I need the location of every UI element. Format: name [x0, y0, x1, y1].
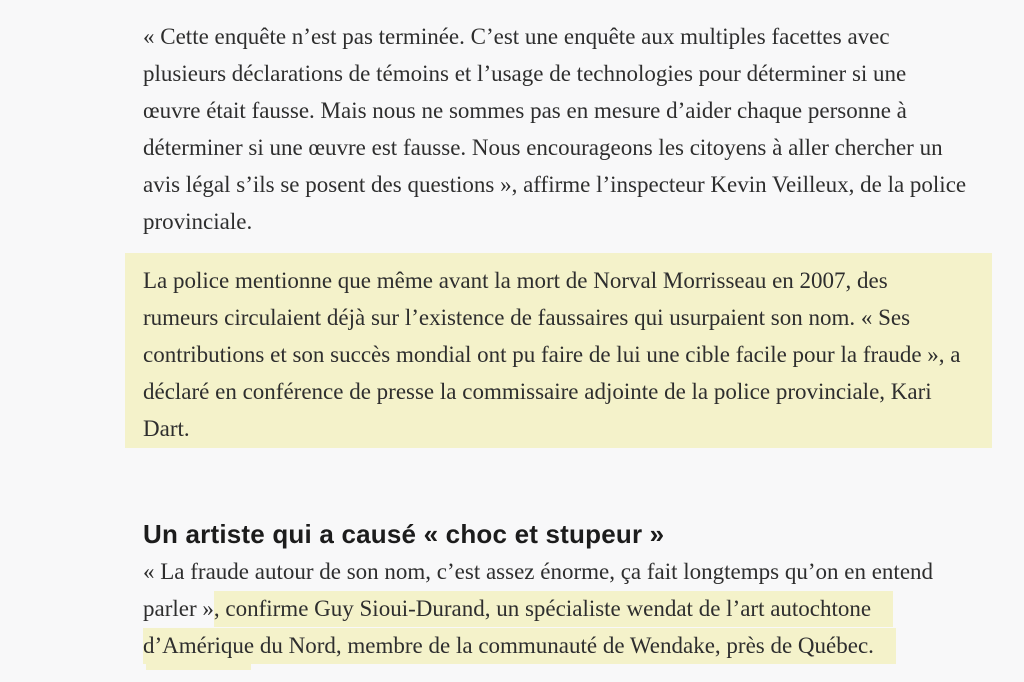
text-line [143, 55, 1023, 92]
highlighted-text: du Nord, membre de la communauté de Wendake, près de Québec. [254, 628, 896, 664]
text-segment: parler » [143, 596, 214, 621]
text-line [143, 92, 1023, 129]
text-line [143, 299, 962, 336]
section-heading: Un artiste qui a causé « choc et stupeur » [143, 518, 665, 549]
text-line [143, 336, 962, 373]
text-line [143, 262, 962, 299]
text-segment: déclaré en conférence de presse la commissaire adjointe de la police provinciale, Kari [143, 379, 932, 404]
paragraph-intro [143, 18, 1023, 240]
text-line [143, 553, 1023, 590]
text-segment: « La fraude autour de son nom, c’est assez énorme, ça fait longtemps qu’on en entend [143, 559, 934, 584]
text-segment: rumeurs circulaient déjà sur l’existence de faussaires qui usurpaient son nom. « Ses [143, 305, 911, 330]
text-segment: contributions et son succès mondial ont pu faire de lui une cible facile pour la fraude », a [143, 342, 961, 367]
text-line [143, 203, 1023, 240]
text-line [143, 627, 1023, 664]
highlighted-text: d’Amérique [143, 628, 254, 664]
text-line [143, 373, 962, 410]
text-segment: plusieurs déclarations de témoins et l’usage de technologies pour déterminer si une [143, 61, 907, 86]
text-segment: « Cette enquête n’est pas terminée. C’est une enquête aux multiples facettes avec [143, 24, 890, 49]
text-segment: Dart. [143, 416, 190, 441]
text-line [143, 590, 1023, 627]
paragraph-quote-expert [143, 553, 1023, 664]
text-segment: déterminer si une œuvre est fausse. Nous encourageons les citoyens à aller chercher un [143, 135, 943, 160]
text-segment: œuvre était fausse. Mais nous ne sommes pas en mesure d’aider chaque personne à [143, 98, 907, 123]
text-segment: La police mentionne que même avant la mort de Norval Morrisseau en 2007, des [143, 268, 888, 293]
text-segment: provinciale. [143, 209, 253, 234]
text-segment: avis légal s’ils se posent des questions », affirme l’inspecteur Kevin Veilleux, de la police [143, 172, 967, 197]
text-line [143, 129, 1023, 166]
text-line [143, 410, 962, 447]
highlighted-paragraph [125, 253, 992, 448]
text-line [143, 18, 1023, 55]
text-line [143, 166, 1023, 203]
highlighted-text: , confirme Guy Sioui-Durand, un spécialiste wendat de l’art autochtone [214, 591, 893, 627]
